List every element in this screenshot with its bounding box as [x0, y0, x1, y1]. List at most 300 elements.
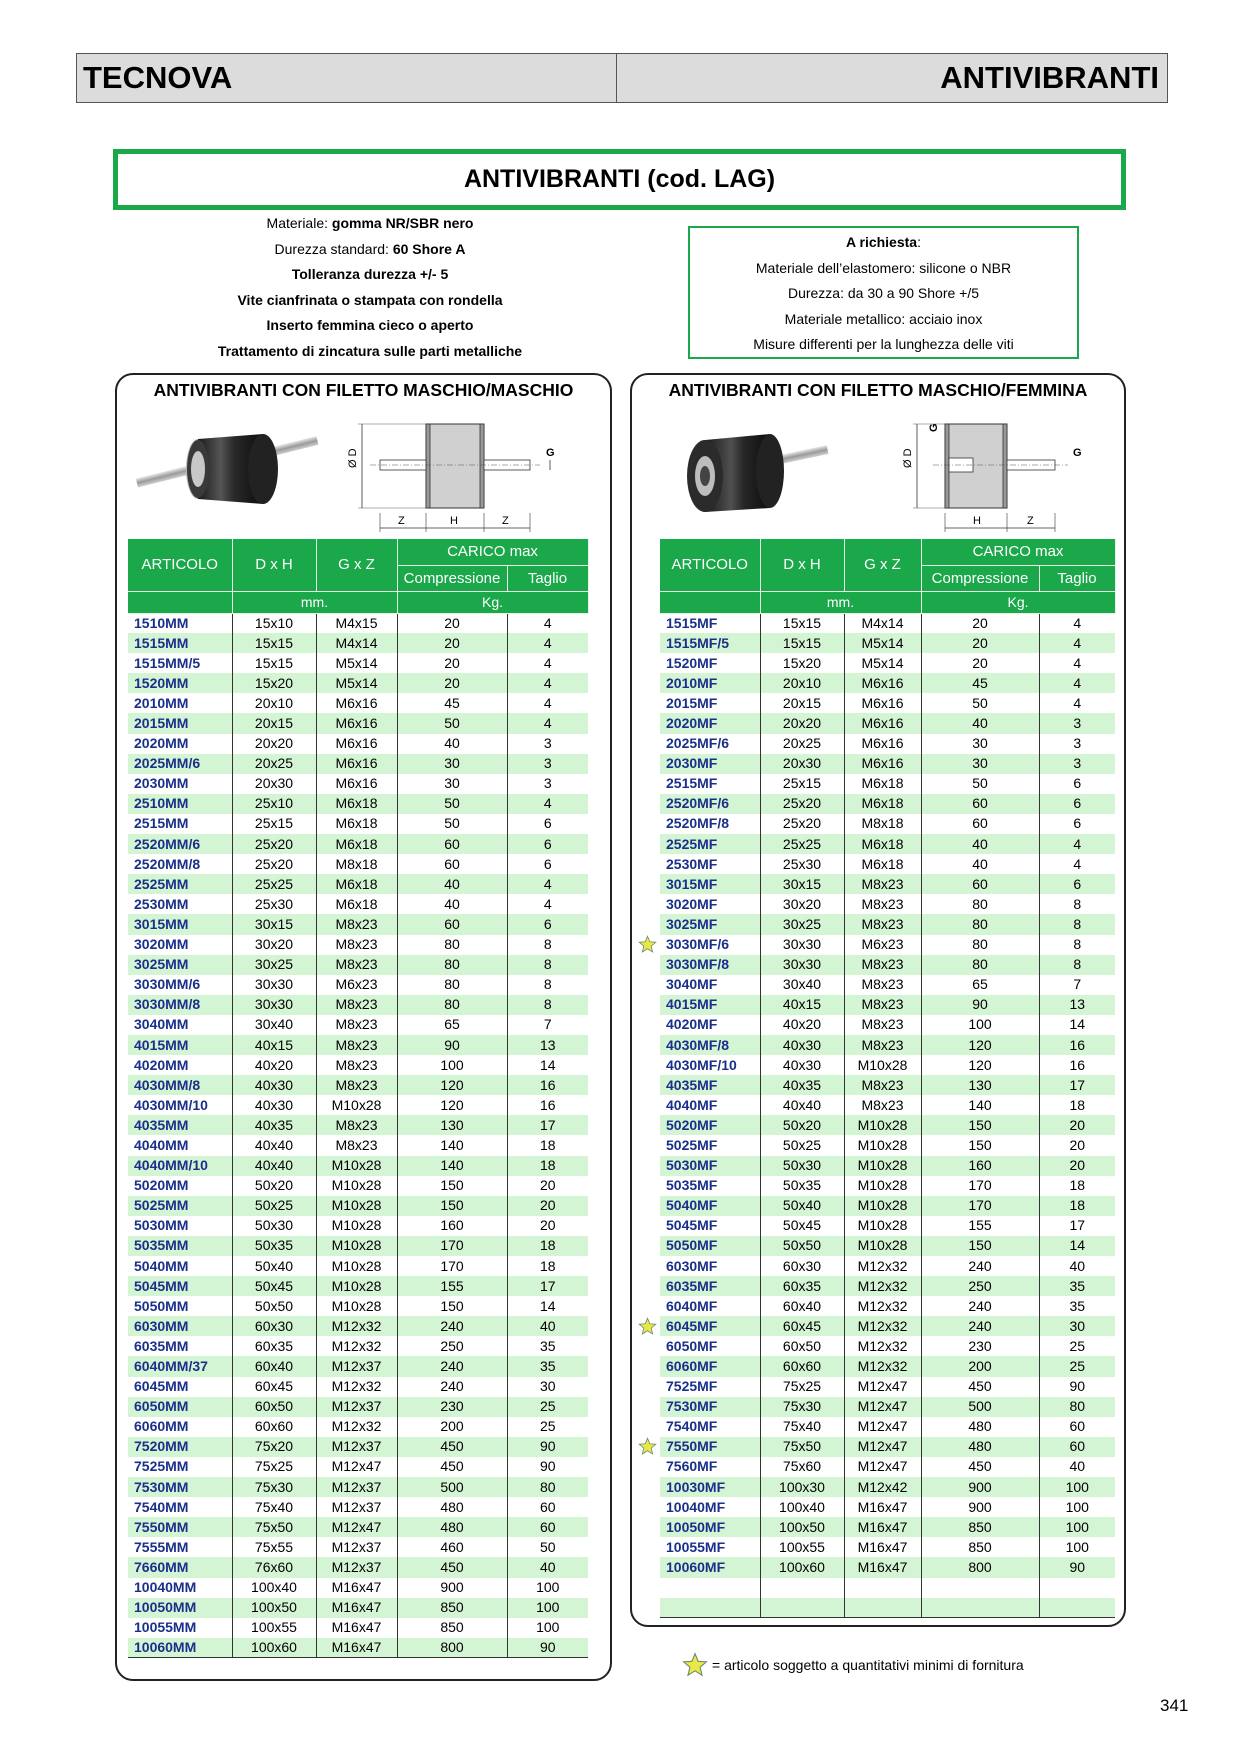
cell-articolo: 5050MM [128, 1296, 232, 1316]
star-icon [682, 1652, 708, 1678]
table-row [128, 1377, 588, 1397]
cell-compressione: 30 [921, 734, 1039, 754]
cell-gxz: M10x28 [316, 1256, 397, 1276]
cell-articolo: 6030MF [660, 1256, 760, 1276]
cell-taglio: 25 [539, 1418, 556, 1435]
col-articolo: ARTICOLO [128, 539, 232, 591]
cell-articolo: 10050MF [660, 1517, 760, 1537]
spec-hardness: Durezza standard: 60 Shore A [274, 240, 466, 257]
table-row [660, 1176, 1115, 1196]
cell-gxz: M5x14 [316, 673, 397, 693]
cell-dxh: 100x50 [760, 1517, 844, 1537]
table-row [128, 1477, 588, 1497]
table-row [660, 633, 1115, 653]
cell-dxh: 60x30 [232, 1316, 316, 1336]
cell-articolo: 4035MM [128, 1115, 232, 1135]
cell-taglio: 4 [1073, 654, 1082, 671]
cell-articolo: 2515MF [660, 774, 760, 794]
unit-mm: mm. [232, 591, 397, 613]
dim-z-label: Z [1027, 515, 1034, 527]
cell-articolo: 6035MF [660, 1276, 760, 1296]
table-row [128, 1598, 588, 1618]
table-row [128, 1316, 588, 1336]
cell-compressione: 80 [397, 955, 507, 975]
table-row [660, 955, 1115, 975]
cell-dxh: 20x15 [760, 693, 844, 713]
cell-compressione: 850 [397, 1598, 507, 1618]
table-row [660, 1075, 1115, 1095]
cell-articolo: 10060MM [128, 1638, 232, 1658]
table-row [660, 1557, 1115, 1577]
left-panel-title: ANTIVIBRANTI CON FILETTO MASCHIO/MASCHIO [153, 380, 574, 400]
cell-compressione: 20 [397, 633, 507, 653]
mm-product-photo [128, 412, 328, 530]
cell-taglio: 8 [1039, 914, 1115, 934]
col-compressione: Compressione [397, 565, 507, 591]
cell-dxh: 20x30 [760, 754, 844, 774]
cell-dxh: 40x15 [760, 995, 844, 1015]
cell-compressione: 120 [921, 1035, 1039, 1055]
cell-gxz: M5x14 [844, 653, 921, 673]
cell-articolo: 6060MF [660, 1356, 760, 1376]
cell-dxh: 75x40 [760, 1417, 844, 1437]
cell-dxh: 75x50 [760, 1437, 844, 1457]
cell-gxz: M12x47 [316, 1517, 397, 1537]
cell-taglio: 13 [1039, 995, 1115, 1015]
cell-articolo: 6045MM [128, 1377, 232, 1397]
cell-taglio: 3 [543, 735, 552, 752]
cell-articolo: 3025MM [128, 955, 232, 975]
cell-gxz: M12x47 [844, 1377, 921, 1397]
table-row [660, 1356, 1115, 1376]
table-row [128, 1135, 588, 1155]
cell-dxh: 40x40 [232, 1135, 316, 1155]
table-row [128, 794, 588, 814]
cell-taglio [1039, 1598, 1115, 1618]
table-row [660, 1578, 1115, 1598]
cell-articolo: 6035MM [128, 1336, 232, 1356]
cell-gxz: M12x42 [844, 1477, 921, 1497]
cell-compressione: 30 [397, 774, 507, 794]
table-row [128, 774, 588, 794]
cell-articolo: 3015MM [128, 914, 232, 934]
cell-dxh: 75x30 [232, 1477, 316, 1497]
cell-articolo: 7550MM [128, 1517, 232, 1537]
table-row [660, 1196, 1115, 1216]
cell-articolo: 1515MF/5 [660, 633, 760, 653]
cell-compressione: 140 [397, 1156, 507, 1176]
cell-dxh: 30x40 [232, 1015, 316, 1035]
cell-dxh: 30x20 [760, 894, 844, 914]
cell-compressione: 240 [397, 1377, 507, 1397]
table-row [128, 1196, 588, 1216]
table-row [660, 1055, 1115, 1075]
cell-compressione: 80 [921, 955, 1039, 975]
cell-dxh: 25x25 [232, 874, 316, 894]
cell-articolo: 3020MM [128, 935, 232, 955]
cell-taglio: 90 [1069, 1378, 1086, 1395]
cell-taglio: 18 [507, 1236, 588, 1256]
cell-articolo: 2530MM [128, 894, 232, 914]
cell-gxz: M6x16 [844, 693, 921, 713]
cell-gxz: M6x16 [844, 713, 921, 733]
cell-gxz: M10x28 [844, 1216, 921, 1236]
cell-gxz: M5x14 [844, 633, 921, 653]
cell-taglio: 90 [1039, 1557, 1115, 1577]
on-request-line: Materiale dell’elastomero: silicone o NBR [755, 259, 1012, 276]
col-articolo: ARTICOLO [660, 539, 760, 591]
cell-articolo: 2025MF/6 [660, 734, 760, 754]
cell-gxz: M12x37 [316, 1397, 397, 1417]
cell-compressione: 170 [397, 1236, 507, 1256]
cell-taglio: 8 [507, 995, 588, 1015]
cell-gxz: M16x47 [844, 1537, 921, 1557]
cell-taglio: 17 [1039, 1075, 1115, 1095]
cell-taglio: 90 [539, 1458, 556, 1475]
cell-articolo: 1515MF [660, 613, 760, 633]
cell-dxh: 40x35 [760, 1075, 844, 1095]
cell-taglio: 60 [539, 1498, 556, 1515]
cell-compressione: 20 [921, 653, 1039, 673]
cell-gxz: M10x28 [844, 1196, 921, 1216]
cell-compressione: 500 [397, 1477, 507, 1497]
cell-taglio: 40 [1069, 1458, 1086, 1475]
cell-compressione: 150 [397, 1176, 507, 1196]
cell-dxh: 50x50 [760, 1236, 844, 1256]
cell-dxh: 25x20 [760, 814, 844, 834]
cell-articolo: 2030MM [128, 774, 232, 794]
cell-compressione: 20 [397, 653, 507, 673]
cell-compressione: 45 [397, 693, 507, 713]
cell-articolo: 5025MM [128, 1196, 232, 1216]
cell-taglio: 100 [507, 1598, 588, 1618]
cell-taglio: 18 [1069, 1177, 1086, 1194]
cell-compressione: 100 [921, 1015, 1039, 1035]
cell-compressione: 50 [921, 693, 1039, 713]
cell-gxz: M16x47 [316, 1598, 397, 1618]
cell-compressione: 850 [921, 1537, 1039, 1557]
cell-articolo: 6040MF [660, 1296, 760, 1316]
cell-gxz: M8x23 [316, 955, 397, 975]
cell-taglio: 8 [1073, 895, 1082, 912]
cell-compressione: 850 [397, 1618, 507, 1638]
cell-compressione: 100 [397, 1055, 507, 1075]
table-row [128, 914, 588, 934]
cell-gxz: M12x32 [844, 1356, 921, 1376]
cell-dxh: 15x15 [760, 613, 844, 633]
table-row [660, 854, 1115, 874]
cell-taglio: 40 [507, 1557, 588, 1577]
cell-gxz: M12x47 [316, 1457, 397, 1477]
table-row [660, 693, 1115, 713]
cell-taglio: 50 [539, 1538, 556, 1555]
cell-articolo: 7540MF [660, 1417, 760, 1437]
cell-gxz: M16x47 [316, 1618, 397, 1638]
cell-compressione: 60 [921, 814, 1039, 834]
cell-taglio: 30 [539, 1378, 556, 1395]
cell-gxz: M12x32 [316, 1377, 397, 1397]
cell-articolo: 7525MF [660, 1377, 760, 1397]
cell-dxh: 30x15 [232, 914, 316, 934]
cell-articolo: 3015MF [660, 874, 760, 894]
cell-compressione: 150 [921, 1236, 1039, 1256]
cell-articolo: 5040MM [128, 1256, 232, 1276]
cell-dxh: 60x40 [232, 1356, 316, 1376]
cell-dxh: 40x30 [232, 1075, 316, 1095]
cell-gxz: M6x18 [844, 834, 921, 854]
table-row [660, 894, 1115, 914]
cell-dxh: 15x15 [232, 633, 316, 653]
cell-gxz: M6x16 [844, 734, 921, 754]
cell-gxz: M10x28 [844, 1176, 921, 1196]
cell-gxz: M8x23 [844, 1075, 921, 1095]
cell-gxz: M8x23 [316, 995, 397, 1015]
cell-taglio: 4 [1039, 633, 1115, 653]
cell-compressione: 80 [921, 894, 1039, 914]
mf-technical-drawing [893, 418, 1093, 536]
cell-gxz: M10x28 [316, 1196, 397, 1216]
mm-table-body [128, 613, 588, 1658]
col-gxz: G x Z [316, 539, 397, 591]
cell-taglio: 40 [1069, 1257, 1086, 1274]
col-dxh: D x H [232, 539, 316, 591]
cell-taglio: 8 [507, 955, 588, 975]
cell-taglio: 6 [1073, 775, 1082, 792]
cell-articolo: 5040MF [660, 1196, 760, 1216]
table-row [660, 1437, 1115, 1457]
table-row [660, 1236, 1115, 1256]
table-row [128, 1557, 588, 1577]
cell-compressione: 240 [397, 1356, 507, 1376]
cell-articolo: 4015MF [660, 995, 760, 1015]
cell-gxz: M4x15 [316, 613, 397, 633]
cell-compressione: 250 [921, 1276, 1039, 1296]
cell-taglio: 3 [1039, 754, 1115, 774]
page-title: ANTIVIBRANTI (cod. LAG) [113, 149, 1126, 210]
cell-articolo: 4040MM [128, 1135, 232, 1155]
table-row [128, 1356, 588, 1376]
cell-taglio: 60 [1039, 1437, 1115, 1457]
cell-articolo: 2525MF [660, 834, 760, 854]
cell-articolo: 2025MM/6 [128, 754, 232, 774]
cell-taglio: 14 [1069, 1016, 1086, 1033]
cell-dxh: 60x60 [232, 1417, 316, 1437]
cell-taglio: 17 [1069, 1217, 1086, 1234]
cell-taglio: 6 [543, 855, 552, 872]
cell-dxh: 60x35 [232, 1336, 316, 1356]
cell-articolo: 6060MM [128, 1417, 232, 1437]
cell-articolo: 10040MF [660, 1497, 760, 1517]
cell-gxz: M12x32 [844, 1336, 921, 1356]
cell-dxh: 25x20 [232, 854, 316, 874]
cell-articolo: 3040MF [660, 975, 760, 995]
table-row [128, 1115, 588, 1135]
cell-gxz: M10x28 [844, 1115, 921, 1135]
cell-taglio: 6 [1039, 874, 1115, 894]
cell-gxz: M12x32 [316, 1417, 397, 1437]
cell-gxz: M8x23 [316, 914, 397, 934]
cell-articolo: 3030MM/8 [128, 995, 232, 1015]
table-row [128, 1256, 588, 1276]
table-row [128, 673, 588, 693]
cell-compressione: 50 [921, 774, 1039, 794]
cell-articolo: 4015MM [128, 1035, 232, 1055]
on-request-line: Misure differenti per la lunghezza delle viti [753, 336, 1014, 352]
table-row [128, 1397, 588, 1417]
cell-dxh: 50x25 [760, 1135, 844, 1155]
cell-compressione: 230 [921, 1336, 1039, 1356]
cell-articolo: 5035MF [660, 1176, 760, 1196]
cell-taglio: 7 [1073, 976, 1082, 993]
cell-articolo: 5045MM [128, 1276, 232, 1296]
cell-dxh: 15x10 [232, 613, 316, 633]
table-row [128, 1095, 588, 1115]
cell-gxz: M10x28 [316, 1176, 397, 1196]
cell-dxh: 15x15 [232, 653, 316, 673]
cell-dxh: 75x25 [760, 1377, 844, 1397]
cell-compressione: 60 [921, 874, 1039, 894]
cell-articolo: 4020MM [128, 1055, 232, 1075]
cell-dxh: 30x30 [232, 995, 316, 1015]
cell-taglio: 60 [507, 1517, 588, 1537]
table-row [128, 1437, 588, 1457]
cell-taglio: 4 [543, 694, 552, 711]
cell-gxz: M8x23 [316, 1055, 397, 1075]
cell-articolo: 7660MM [128, 1557, 232, 1577]
cell-gxz: M10x28 [844, 1236, 921, 1256]
cell-taglio: 6 [1073, 815, 1082, 832]
cell-gxz: M8x23 [316, 1035, 397, 1055]
cell-compressione: 160 [397, 1216, 507, 1236]
cell-dxh: 100x55 [232, 1618, 316, 1638]
cell-taglio: 4 [507, 633, 588, 653]
cell-dxh: 25x20 [760, 794, 844, 814]
table-row [660, 935, 1115, 955]
cell-gxz: M10x28 [316, 1276, 397, 1296]
star-icon [638, 1317, 657, 1336]
cell-taglio: 6 [507, 914, 588, 934]
table-row [660, 1598, 1115, 1618]
cell-articolo: 10040MM [128, 1578, 232, 1598]
cell-gxz: M5x14 [316, 653, 397, 673]
table-row [128, 613, 588, 633]
cell-compressione: 460 [397, 1537, 507, 1557]
table-row [128, 693, 588, 713]
cell-articolo: 4040MM/10 [128, 1156, 232, 1176]
table-row [128, 1296, 588, 1316]
cell-dxh: 20x20 [232, 734, 316, 754]
mf-table-body [660, 613, 1115, 1618]
cell-taglio: 4 [507, 673, 588, 693]
cell-compressione: 40 [397, 874, 507, 894]
col-dxh: D x H [760, 539, 844, 591]
cell-compressione: 65 [397, 1015, 507, 1035]
cell-dxh: 50x40 [232, 1256, 316, 1276]
cell-articolo: 10055MM [128, 1618, 232, 1638]
table-row [128, 995, 588, 1015]
table-row [128, 955, 588, 975]
cell-gxz [844, 1598, 921, 1618]
cell-gxz: M8x23 [844, 1015, 921, 1035]
cell-gxz: M12x32 [316, 1316, 397, 1336]
cell-gxz: M12x37 [316, 1557, 397, 1577]
table-row [128, 1035, 588, 1055]
cell-taglio: 16 [507, 1075, 588, 1095]
cell-compressione: 800 [397, 1638, 507, 1658]
cell-articolo: 3040MM [128, 1015, 232, 1035]
cell-taglio [1039, 1578, 1115, 1598]
cell-articolo: 2515MM [128, 814, 232, 834]
cell-gxz: M10x28 [844, 1156, 921, 1176]
cell-dxh: 40x30 [760, 1055, 844, 1075]
cell-compressione: 230 [397, 1397, 507, 1417]
cell-dxh: 75x25 [232, 1457, 316, 1477]
cell-compressione: 900 [397, 1578, 507, 1598]
cell-dxh: 50x40 [760, 1196, 844, 1216]
cell-gxz: M8x23 [316, 1115, 397, 1135]
cell-taglio: 35 [1039, 1276, 1115, 1296]
table-row [128, 1618, 588, 1638]
cell-gxz: M6x16 [316, 774, 397, 794]
table-row [660, 1115, 1115, 1135]
mm-technical-drawing [340, 418, 570, 536]
specs-block [160, 211, 580, 364]
cell-gxz: M6x16 [316, 734, 397, 754]
cell-gxz: M12x32 [844, 1316, 921, 1336]
spec-tolerance: Tolleranza durezza +/- 5 [291, 266, 449, 282]
cell-gxz: M6x18 [316, 834, 397, 854]
cell-dxh: 20x25 [232, 754, 316, 774]
cell-gxz: M8x23 [316, 1135, 397, 1155]
col-carico: CARICO max [921, 539, 1115, 565]
cell-articolo: 4035MF [660, 1075, 760, 1095]
table-row [128, 834, 588, 854]
cell-taglio: 6 [543, 815, 552, 832]
cell-dxh: 30x40 [760, 975, 844, 995]
cell-gxz: M8x23 [844, 995, 921, 1015]
cell-gxz: M6x23 [316, 975, 397, 995]
cell-articolo: 10055MF [660, 1537, 760, 1557]
cell-dxh: 40x20 [760, 1015, 844, 1035]
cell-articolo: 2525MM [128, 874, 232, 894]
table-row [660, 673, 1115, 693]
cell-articolo: 2010MF [660, 673, 760, 693]
cell-taglio: 7 [543, 1016, 552, 1033]
cell-gxz: M8x23 [844, 1095, 921, 1115]
col-compressione: Compressione [921, 565, 1039, 591]
cell-compressione: 480 [921, 1437, 1039, 1457]
cell-taglio: 17 [507, 1115, 588, 1135]
cell-gxz: M6x18 [316, 894, 397, 914]
cell-articolo: 2020MF [660, 713, 760, 733]
cell-dxh: 20x30 [232, 774, 316, 794]
cell-articolo: 2520MM/6 [128, 834, 232, 854]
cell-compressione: 240 [921, 1316, 1039, 1336]
table-row [660, 995, 1115, 1015]
col-carico: CARICO max [397, 539, 588, 565]
cell-compressione: 450 [397, 1457, 507, 1477]
cell-articolo: 3020MF [660, 894, 760, 914]
table-row [660, 814, 1115, 834]
cell-compressione: 30 [921, 754, 1039, 774]
cell-gxz: M8x23 [316, 1015, 397, 1035]
cell-dxh: 50x45 [760, 1216, 844, 1236]
cell-articolo: 6045MF [660, 1316, 760, 1336]
cell-compressione: 240 [921, 1256, 1039, 1276]
cell-gxz: M6x18 [316, 794, 397, 814]
cell-gxz: M6x16 [844, 673, 921, 693]
cell-taglio: 18 [1039, 1196, 1115, 1216]
